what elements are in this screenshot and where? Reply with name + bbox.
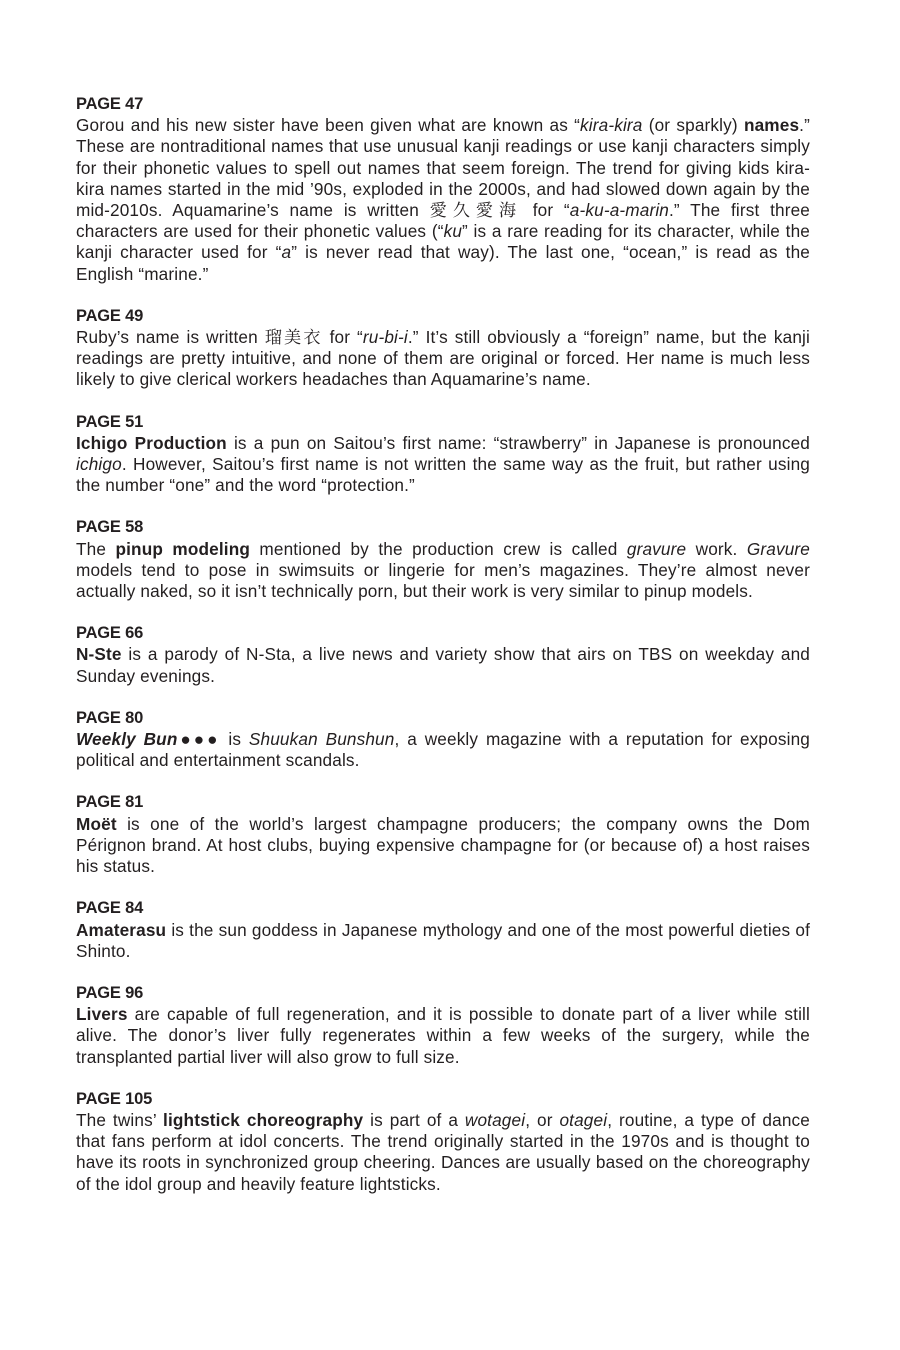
italic-term: Shuukan Bunshun (248, 729, 395, 750)
note-page-heading: PAGE 49 (76, 306, 144, 325)
bold-term: names (743, 115, 800, 136)
body-text: is (220, 729, 249, 750)
body-text: , routine, a type of dance that fans perform at idol concerts. The trend originally started in the 1970s and is thought to have its roots in synchronized group cheering. Dances are usually based on the choreography of the idol group and heavily feature lightsticks. (76, 1109, 810, 1194)
translation-notes-page (76, 94, 810, 1216)
note-page-heading: PAGE 105 (76, 1089, 153, 1108)
body-text: (or sparkly) (642, 115, 744, 136)
body-text: is one of the world’s largest champagne producers; the company owns the Dom Pérignon brand. At host clubs, buying expensive champagne for (or because of) a host raises his status. (76, 813, 810, 877)
note-section (76, 708, 810, 772)
body-text: is the sun goddess in Japanese mythology and one of the most powerful dieties of Shinto. (76, 919, 810, 961)
note-body (76, 539, 810, 603)
italic-term: a-ku-a-marin (569, 200, 669, 221)
note-body (76, 1004, 810, 1068)
bold-term: lightstick choreography (163, 1109, 364, 1130)
note-section (76, 306, 810, 391)
note-section (76, 983, 810, 1068)
note-section (76, 623, 810, 687)
body-text: is part of a (363, 1109, 465, 1130)
body-text: Gorou and his new sister have been given what are known as “ (76, 115, 581, 136)
body-text: , or (525, 1109, 560, 1130)
note-body (76, 729, 810, 771)
note-section (76, 94, 810, 285)
body-text: ” is never read that way). The last one, “ocean,” is read as the English “marine.” (76, 242, 811, 284)
note-section (76, 1089, 810, 1195)
body-text: Ruby’s name is written 瑠美衣 for “ (76, 327, 363, 348)
note-page-heading: PAGE 66 (76, 624, 144, 643)
note-body (76, 433, 810, 497)
note-section (76, 792, 810, 877)
italic-term: ichigo (76, 454, 122, 475)
body-text: .” It’s still obviously a “foreign” name, but the kanji readings are pretty intuitive, and none of them are original or forced. Her name is much less likely to give clerical workers headaches than Aquamarine’s name. (76, 327, 810, 390)
bold-term: N-Ste (76, 644, 122, 665)
bold-term: Ichigo Production (76, 432, 227, 453)
body-text: The (76, 538, 116, 559)
body-text: The twins’ (76, 1109, 164, 1130)
body-text: , a weekly magazine with a reputation for exposing political and entertainment scandals. (76, 729, 810, 771)
note-section (76, 412, 810, 497)
italic-term: gravure (626, 538, 687, 559)
italic-term: ru-bi-i (362, 327, 408, 348)
note-page-heading: PAGE 47 (76, 95, 144, 113)
note-page-heading: PAGE 58 (76, 518, 144, 537)
italic-term: wotagei (464, 1109, 526, 1130)
body-text: mentioned by the production crew is called (250, 538, 627, 559)
note-body (76, 644, 810, 686)
bold-term: pinup modeling (115, 538, 251, 559)
body-text: are capable of full regeneration, and it is possible to donate part of a liver while still alive. The donor’s liver fully regenerates within a few weeks of the surgery, while the transplanted partial liver will also grow to full size. (76, 1004, 810, 1067)
body-text: .” These are nontraditional names that use unusual kanji readings or use kanji characters simply for their phonetic values to spell out names that seem foreign. The trend for giving kids kira-kira names started in the mid ’90s, exploded in the 2000s, and had slowed down again by the mid-2010s. Aquamarine’s name is written 愛久愛海 for “ (76, 115, 810, 221)
note-section (76, 898, 810, 962)
note-page-heading: PAGE 51 (76, 412, 144, 431)
bold-term: Livers (76, 1004, 128, 1025)
italic-term: Gravure (746, 538, 810, 559)
note-section (76, 517, 810, 602)
italic-term: otagei (559, 1109, 608, 1130)
bold-italic-term: Weekly Bun●●● (76, 729, 221, 750)
body-text: ” is a rare reading for its character, while the kanji character used for “ (76, 221, 810, 263)
body-text: is a pun on Saitou’s first name: “strawberry” in Japanese is pronounced (226, 432, 810, 453)
italic-term: kira-kira (580, 115, 643, 136)
italic-term: a (281, 242, 292, 263)
note-body (76, 920, 810, 962)
body-text: models tend to pose in swimsuits or lingerie for men’s magazines. They’re almost never actually naked, so it isn’t technically porn, but their work is very similar to pinup models. (76, 559, 810, 602)
note-page-heading: PAGE 81 (76, 793, 144, 812)
italic-term: ku (443, 221, 463, 242)
note-page-heading: PAGE 96 (76, 983, 144, 1002)
bold-term: Moët (76, 813, 117, 834)
body-text: .” The first three characters are used for their phonetic values (“ (76, 200, 810, 242)
note-body (76, 327, 810, 391)
body-text: work. (686, 538, 747, 559)
note-page-heading: PAGE 84 (76, 899, 144, 918)
body-text: is a parody of N-Sta, a live news and variety show that airs on TBS on weekday and Sunday evenings. (76, 644, 810, 686)
note-body (76, 1110, 810, 1195)
note-page-heading: PAGE 80 (76, 708, 144, 727)
bold-term: Amaterasu (76, 919, 167, 940)
note-body (76, 814, 810, 878)
body-text: . However, Saitou’s first name is not written the same way as the fruit, but rather using the number “one” and the word “protection.” (76, 454, 810, 496)
note-body (76, 115, 810, 285)
